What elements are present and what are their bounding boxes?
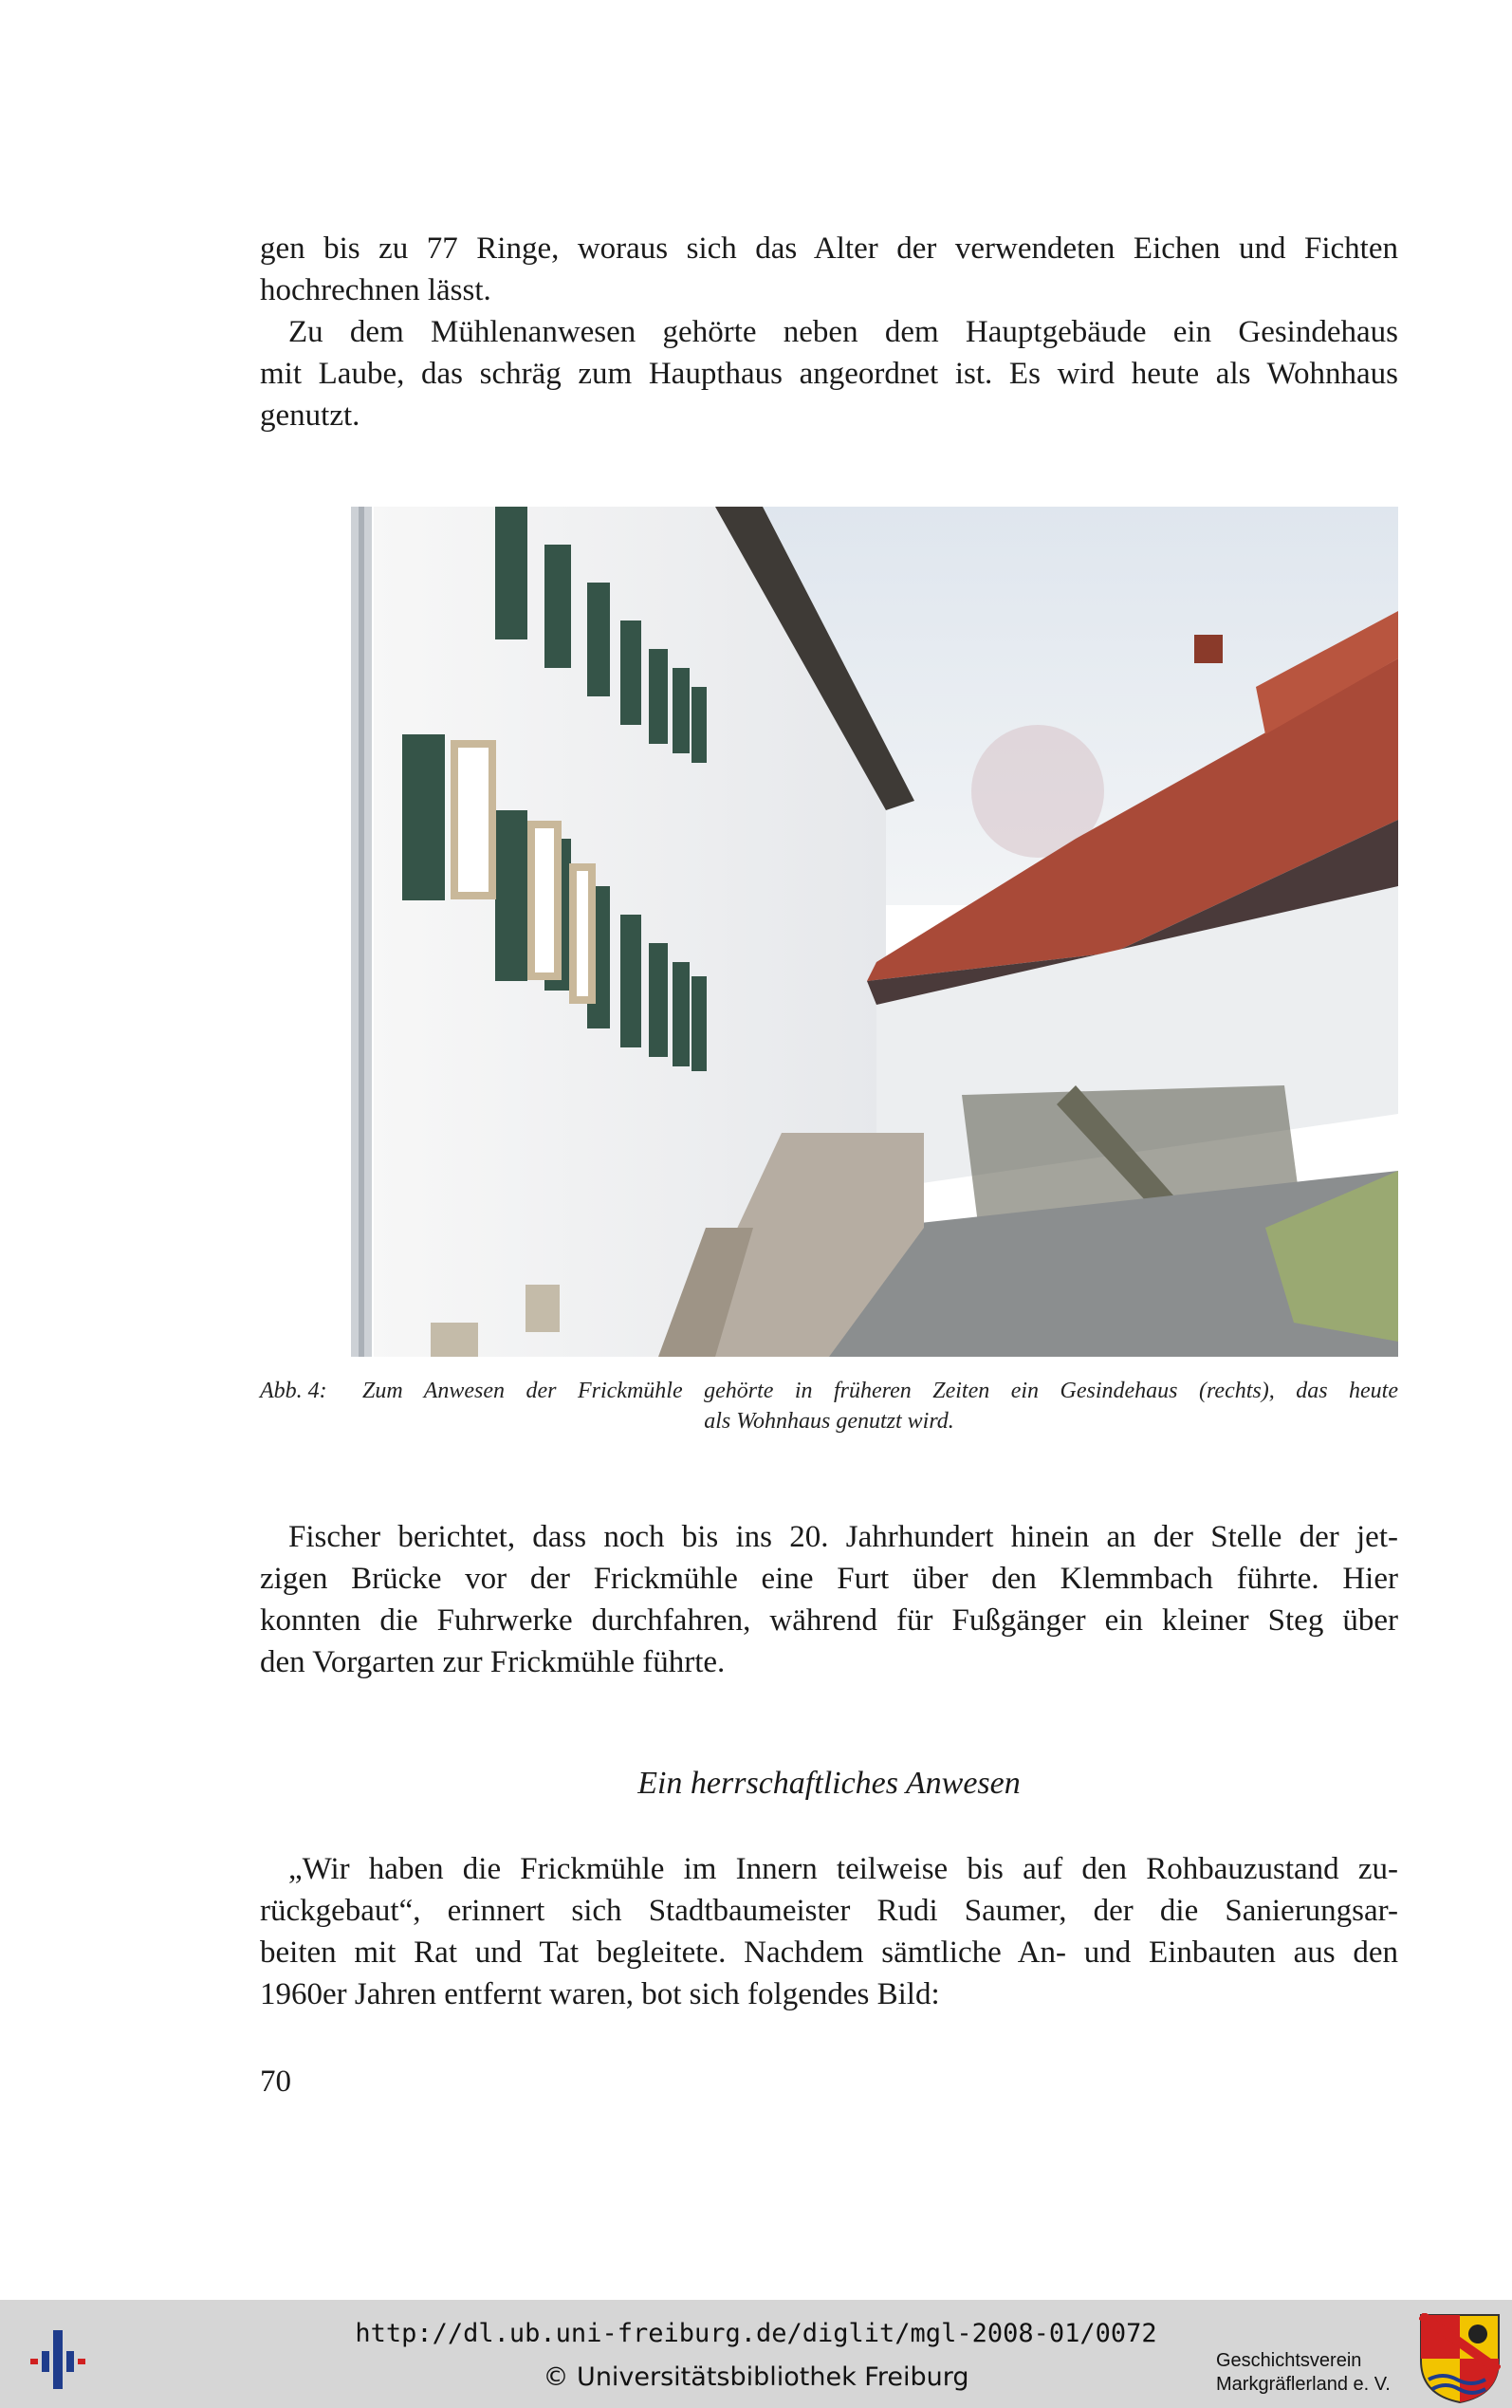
paragraph-2 (260, 311, 1398, 436)
society-crest-icon (1419, 2313, 1501, 2404)
text-line: hochrechnen lässt. (260, 273, 491, 307)
text-line: zigen Brücke vor der Frickmühle eine Furt über den Klemmbach führte. Hier (260, 1562, 1398, 1596)
society-line: Geschichtsverein (1216, 2350, 1362, 2371)
text-line: gen bis zu 77 Ringe, woraus sich das Alter der verwendeten Eichen und Fichten (260, 232, 1398, 266)
text-line: 1960er Jahren entfernt waren, bot sich folgendes Bild: (260, 1977, 940, 2011)
source-url-link[interactable]: http://dl.ub.uni-freiburg.de/diglit/mgl-2008-01/0072 (355, 2319, 1157, 2348)
caption-line: Zum Anwesen der Frickmühle gehörte in früheren Zeiten ein Gesindehaus (rechts), das heute (362, 1379, 1398, 1403)
text-line: den Vorgarten zur Frickmühle führte. (260, 1645, 726, 1679)
text-line: genutzt. (260, 398, 360, 433)
footer-bar (0, 2300, 1512, 2408)
society-line: Markgräflerland e. V. (1216, 2374, 1391, 2395)
text-line: Fischer berichtet, dass noch bis ins 20. Jahrhundert hinein an der Stelle der jet- (288, 1520, 1398, 1554)
text-line: beiten mit Rat und Tat begleitete. Nachdem sämtliche An- und Einbauten aus den (260, 1936, 1398, 1970)
text-line: rückgebaut“, erinnert sich Stadtbaumeister Rudi Saumer, der die Sanierungsar- (260, 1894, 1398, 1928)
figure-caption (260, 1376, 1398, 1436)
figure-label: Abb. 4: (260, 1379, 327, 1403)
building-photo (260, 507, 1398, 1357)
page-number: 70 (260, 2065, 291, 2099)
text-line: mit Laube, das schräg zum Haupthaus angeordnet ist. Es wird heute als Wohnhaus (260, 357, 1398, 391)
text-line: „Wir haben die Frickmühle im Innern teilweise bis auf den Rohbauzustand zu- (288, 1852, 1398, 1886)
copyright-text: © Universitätsbibliothek Freiburg (543, 2362, 969, 2392)
paragraph-1 (260, 228, 1398, 311)
society-name (1216, 2349, 1396, 2397)
paragraph-4 (260, 1848, 1398, 2015)
paragraph-3 (260, 1516, 1398, 1683)
text-line: konnten die Fuhrwerke durchfahren, während für Fußgänger ein kleiner Steg über (260, 1603, 1398, 1638)
text-line: Zu dem Mühlenanwesen gehörte neben dem Hauptgebäude ein Gesindehaus (288, 315, 1398, 349)
caption-line: als Wohnhaus genutzt wird. (704, 1409, 954, 1434)
section-heading: Ein herrschaftliches Anwesen (637, 1766, 1021, 1801)
